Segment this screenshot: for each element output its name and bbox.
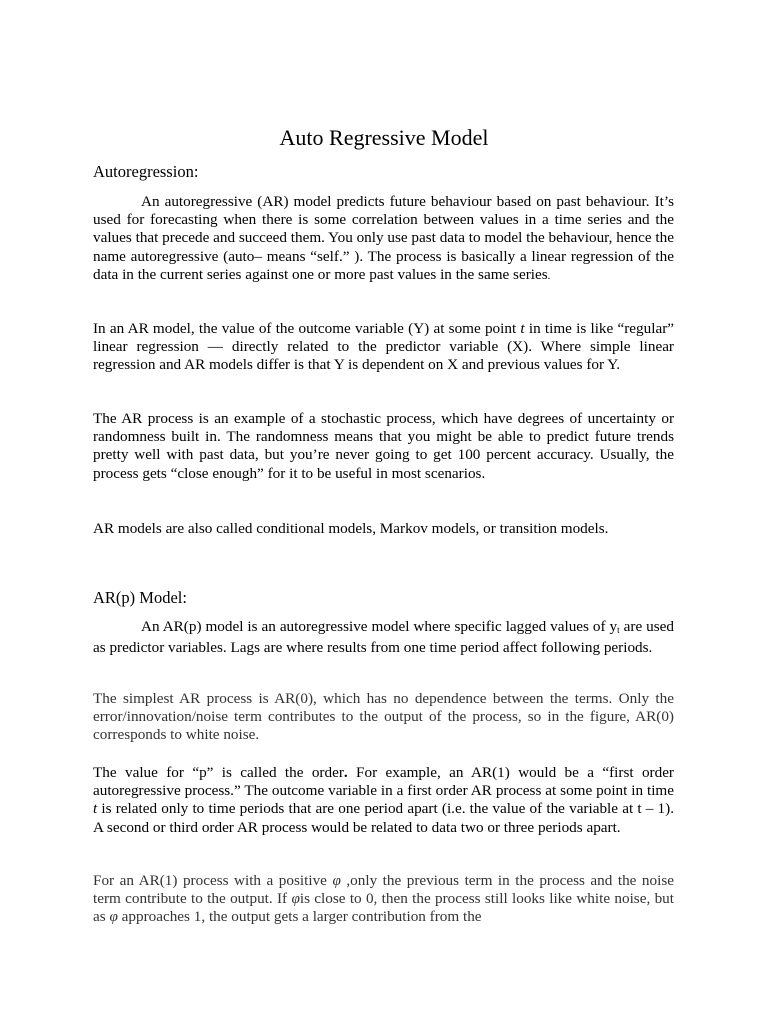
paragraph-ar0: The simplest AR process is AR(0), which has no dependence between the terms. Only the error/innovation/noise term contributes to the output of the process, so in the figure, AR(0) corresponds to white noise.: [93, 690, 674, 744]
paragraph-text: The value for “p” is called the order: [93, 764, 344, 781]
paragraph-text: in time is like “regular” linear regression — directly related to the predictor variable (X). Where simple linear regression and AR models differ is that Y is dependent on X and previous values for Y.: [93, 320, 674, 374]
paragraph-arp-intro: [93, 618, 674, 657]
page-title: Auto Regressive Model: [279, 125, 489, 150]
paragraph-text: In an AR model, the value of the outcome variable (Y) at some point: [93, 320, 521, 337]
phi-symbol: φ: [291, 890, 300, 908]
italic-t: t: [520, 320, 525, 337]
section-heading-arp-model: AR(p) Model:: [93, 588, 187, 607]
bold-period: .: [343, 764, 348, 781]
paragraph-model-names: AR models are also called conditional models, Markov models, or transition models.: [93, 520, 609, 537]
italic-t: t: [93, 800, 98, 818]
paragraph-text: An autoregressive (AR) model predicts future behaviour based on past behaviour. It’s used for forecasting when there is some correlation between values in a time series and the values that precede and succeed them. You only use past data to model the behaviour, hence the name autoregressive (auto– means “self.” ). The process is basically a linear regression of the data in the current series against one or more past values in the same series: [93, 193, 674, 283]
phi-symbol: φ: [332, 872, 341, 889]
paragraph-text: is close to 0, then the process still looks like white noise, but as: [93, 890, 674, 926]
paragraph-text: An AR(p) model is an autoregressive model where specific lagged values of y: [141, 618, 618, 635]
paragraph-text: ,only the previous term in the process and the noise term contribute to the output. If: [93, 872, 674, 908]
paragraph-end-period: .: [547, 269, 551, 282]
section-heading-autoregression: Autoregression:: [93, 162, 199, 181]
paragraph-ar1-phi: [93, 872, 674, 927]
phi-symbol: φ: [109, 908, 118, 926]
paragraph-text: For example, an AR(1) would be a “first order autoregressive process.” The outcome variable in a first order AR process at some point in time: [93, 764, 674, 800]
paragraph-order: [93, 764, 674, 837]
paragraph-stochastic: The AR process is an example of a stochastic process, which have degrees of uncertainty or randomness built in. The randomness means that you might be able to predict future trends pretty well with past data, but you’re never going to get 100 percent accuracy. Usually, the process gets “close enough” for it to be useful in most scenarios.: [93, 410, 674, 482]
paragraph-outcome-variable: [93, 320, 674, 375]
paragraph-text: are used as predictor variables. Lags are where results from one time period affect following periods.: [93, 618, 674, 657]
subscript-t: t: [617, 625, 620, 635]
paragraph-ar-intro: [93, 193, 674, 285]
paragraph-text: For an AR(1) process with a positive: [93, 872, 333, 889]
paragraph-text: approaches 1, the output gets a larger contribution from the: [117, 908, 482, 926]
paragraph-text: is related only to time periods that are one period apart (i.e. the value of the variable at t – 1). A second or third order AR process would be related to data two or three periods apart.: [93, 800, 674, 836]
